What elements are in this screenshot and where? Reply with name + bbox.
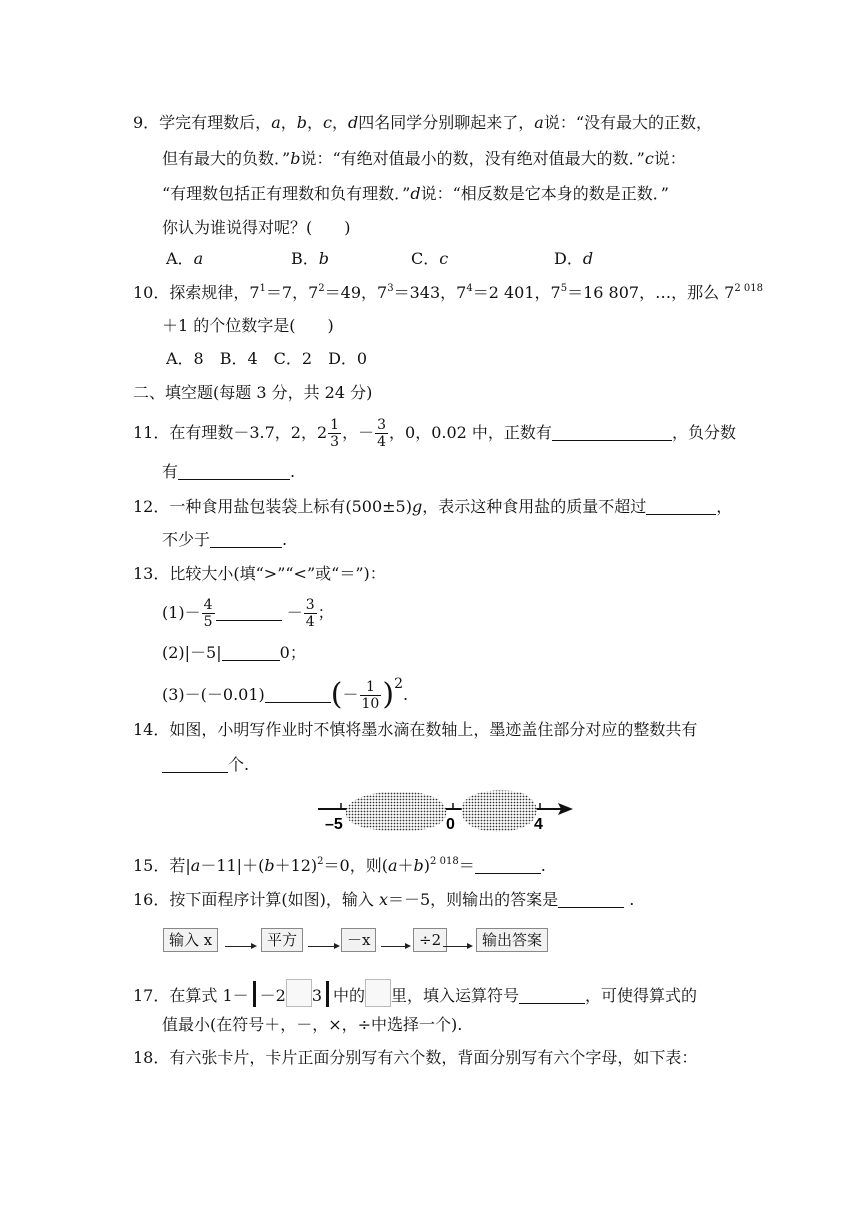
answer-blank[interactable] bbox=[552, 424, 672, 441]
fraction: $\frac{3}{4}$ bbox=[305, 597, 315, 630]
flow-box-divide: ÷2 bbox=[413, 928, 447, 952]
q9-option-b[interactable]: B．b bbox=[291, 249, 330, 268]
answer-blank[interactable] bbox=[519, 987, 585, 1004]
q9-line1: 9．学完有理数后，a，b，c，d四名同学分别聊起来了，a说：“没有最大的正数， bbox=[133, 113, 712, 132]
abs-bar-right bbox=[326, 981, 329, 1007]
q9-option-d[interactable]: D．d bbox=[554, 249, 594, 268]
fraction: $\frac{1}{3}$ bbox=[330, 417, 340, 450]
q11-line1: 11．在有理数－3.7，2，2 $\frac{1}{3}$ ，－ $\frac{3}{4}$ ，0，0.02 中，正数有 ，负分数 bbox=[133, 417, 736, 450]
q12-line1: 12．一种食用盐包装袋上标有(500±5)g，表示这种食用盐的质量不超过 ， bbox=[133, 497, 733, 516]
q9-line4: 你认为谁说得对呢？( ) bbox=[162, 218, 351, 237]
fraction: $\frac{4}{5}$ bbox=[203, 597, 213, 630]
flow-box-output: 输出答案 bbox=[476, 928, 548, 952]
q15-line: 15．若$|a-11|+(b+12)^2=0$，则$(a+b)^{2 018}=$ . bbox=[133, 856, 546, 875]
flow-arrow bbox=[443, 946, 471, 947]
flow-arrow bbox=[381, 946, 409, 947]
q11-line2: 有 . bbox=[162, 462, 296, 481]
fraction: $\frac{3}{4}$ bbox=[377, 417, 387, 450]
label-four: 4 bbox=[534, 816, 543, 833]
ink-blot-left bbox=[346, 792, 446, 832]
q10-options[interactable]: A．8 B．4 C．2 D．0 bbox=[166, 349, 368, 368]
flow-arrow bbox=[225, 946, 255, 947]
q17-line1: 17．在算式 1－ －2 3 中的 里，填入运算符号 ，可使得算式的 bbox=[133, 979, 697, 1011]
q10-line1: 10．探索规律，$7^1=7$，$7^2=49$，$7^3=343$，$7^4=2$ 401，$7^5=16$ 807，…，那么 $7^{2 018}$ bbox=[133, 283, 763, 302]
flow-arrow bbox=[308, 946, 338, 947]
label-minus5: –5 bbox=[325, 816, 343, 833]
q13-part3: (3)－(－0.01) (－ $\frac{1}{10}$ )$^2$. bbox=[162, 676, 409, 712]
q12-line2: 不少于 . bbox=[162, 530, 288, 549]
flow-box-square: 平方 bbox=[261, 928, 303, 952]
operator-box[interactable] bbox=[286, 979, 312, 1007]
flow-box-minus-x: －x bbox=[341, 928, 376, 952]
q13-part2: (2)|－5| 0； bbox=[162, 643, 306, 662]
left-paren: ( bbox=[330, 677, 343, 712]
operator-box-ref bbox=[365, 979, 391, 1007]
number-line-figure bbox=[0, 783, 860, 843]
q9-option-a[interactable]: A．a bbox=[166, 249, 204, 268]
flow-box-input: 输入 x bbox=[163, 928, 218, 952]
answer-blank[interactable] bbox=[210, 531, 282, 548]
answer-blank[interactable] bbox=[178, 463, 290, 480]
answer-blank[interactable] bbox=[558, 891, 624, 908]
q9-line3: “有理数包括正有理数和负有理数．”d说：“相反数是它本身的数是正数．” bbox=[162, 184, 669, 203]
q9-option-c[interactable]: C．c bbox=[411, 249, 449, 268]
ink-blot-right bbox=[462, 790, 537, 831]
q13-part1: (1)－ $\frac{4}{5}$ － $\frac{3}{4}$ ； bbox=[162, 597, 334, 630]
q14-line2: 个. bbox=[162, 755, 249, 775]
answer-blank[interactable] bbox=[222, 644, 280, 661]
abs-bar-left bbox=[253, 981, 256, 1007]
q13-line1: 13．比较大小(填“>”“<”或“＝”)： bbox=[133, 564, 386, 583]
answer-blank[interactable] bbox=[475, 857, 541, 874]
section-heading: 二、填空题(每题 3 分，共 24 分) bbox=[133, 383, 373, 402]
q14-line1: 14．如图，小明写作业时不慎将墨水滴在数轴上，墨迹盖住部分对应的整数共有 bbox=[133, 720, 698, 739]
q16-line: 16．按下面程序计算(如图)，输入 x＝－5，则输出的答案是 . bbox=[133, 890, 635, 909]
answer-blank[interactable] bbox=[162, 756, 228, 773]
q9-line2: 但有最大的负数．”b说：“有绝对值最小的数，没有绝对值最大的数．”c说： bbox=[162, 149, 686, 168]
answer-blank[interactable] bbox=[216, 604, 282, 621]
label-zero: 0 bbox=[446, 816, 455, 833]
fraction: $\frac{1}{10}$ bbox=[361, 679, 380, 712]
answer-blank[interactable] bbox=[646, 498, 716, 515]
answer-blank[interactable] bbox=[265, 686, 331, 703]
right-paren: ) bbox=[382, 677, 395, 712]
q17-line2: 值最小(在符号＋，－，×，÷中选择一个). bbox=[162, 1015, 463, 1034]
q18-line1: 18．有六张卡片，卡片正面分别写有六个数，背面分别写有六个字母，如下表： bbox=[133, 1048, 698, 1067]
q10-line2: ＋1 的个位数字是( ) bbox=[162, 316, 334, 335]
